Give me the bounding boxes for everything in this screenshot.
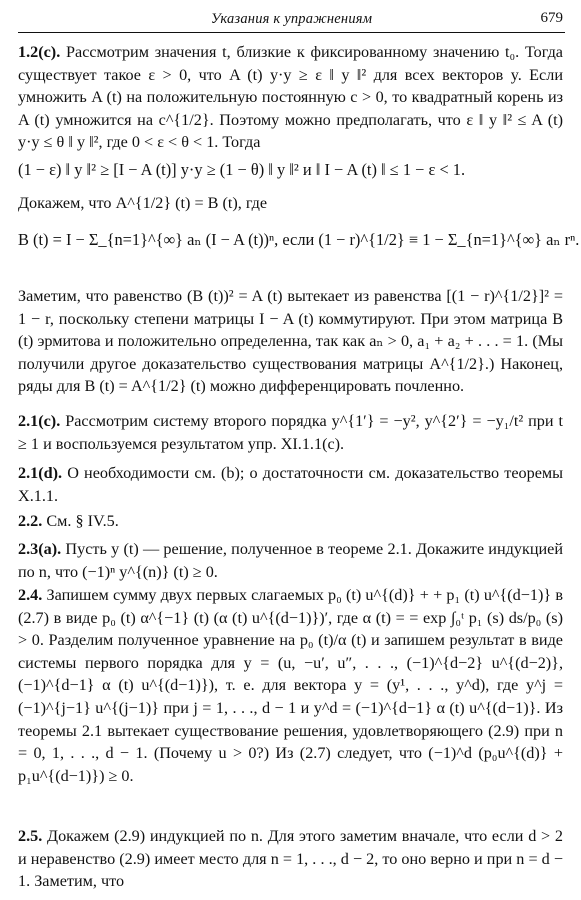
exercise-2-4 <box>18 584 563 787</box>
inequality-display <box>18 158 563 182</box>
exercise-2-2 <box>18 510 563 533</box>
running-header <box>18 6 565 33</box>
exercise-2-5 <box>18 825 563 893</box>
exercise-label: 2.2. <box>18 512 43 530</box>
exercise-label: 2.4. <box>18 586 43 604</box>
paragraph-text: Заметим, что равенство (B (t))² = A (t) вытекает из равенства [(1 − r)^{1/2}]² = 1 − r, поскольку степени матрицы I − A (t) коммутируют. При этом матрица B (t) эрмитова и положительно определенна, так как aₙ > 0, a₁ + a₂ + . . . = 1. (Мы получили другое доказательство существования матрицы A^{1/2}.) Наконец, ряды для B (t) = A^{1/2} (t) можно дифференцировать почленно. <box>18 287 563 396</box>
exercise-label: 2.1(d). <box>18 464 63 482</box>
series-display <box>18 228 580 252</box>
formula-text: (1 − ε) ‖ y ‖² ≥ [I − A (t)] y·y ≥ (1 − θ) ‖ y ‖² и ‖ I − A (t) ‖ ≤ 1 − ε < 1. <box>18 160 466 179</box>
exercise-label: 1.2(с). <box>18 43 61 61</box>
exercise-2-1d <box>18 462 563 507</box>
proof-intro <box>18 192 563 215</box>
exercise-label: 2.5. <box>18 827 43 845</box>
paragraph-text: Докажем, что A^{1/2} (t) = B (t), где <box>18 194 268 212</box>
paragraph-text: См. § IV.5. <box>46 512 119 530</box>
formula-text: B (t) = I − Σ_{n=1}^{∞} aₙ (I − A (t))ⁿ, если (1 − r)^{1/2} ≡ 1 − Σ_{n=1}^{∞} aₙ rⁿ. <box>18 230 580 249</box>
paragraph-text: Рассмотрим значения t, близкие к фиксированному значению t₀. Тогда существует такое ε > 0, что A (t) y·y ≥ ε ‖ y ‖² для всех векторов y. Если умножить A (t) на положительную постоянную c > 0, то квадратный корень из A (t) умножится на c^{1/2}. Поэтому можно предполагать, что ε ‖ y ‖² ≤ A (t) y·y ≤ θ ‖ y ‖², где 0 < ε < θ < 1. Тогда <box>18 43 563 152</box>
running-title: Указания к упражнениям <box>210 11 373 27</box>
page-number: 679 <box>540 10 563 26</box>
exercise-1-2c <box>18 41 563 154</box>
paragraph-text: Докажем (2.9) индукцией по n. Для этого заметим вначале, что если d > 2 и неравенство (2.9) имеет место для n = 1, . . ., d − 2, то оно верно и при n = d − 1. Заметим, что <box>18 827 563 891</box>
exercise-label: 2.3(a). <box>18 540 62 558</box>
exercise-label: 2.1(с). <box>18 412 61 430</box>
exercise-2-1c <box>18 410 563 455</box>
paragraph-text: О необходимости см. (b); о достаточности см. доказательство теоремы X.1.1. <box>18 464 563 505</box>
paragraph-text: Запишем сумму двух первых слагаемых p₀ (t) u^{(d)} + + p₁ (t) u^{(d−1)} в (2.7) в виде p₀ (t) α^{−1} (t) (α (t) u^{(d−1)})′, где α (t) = = exp ∫₀ᵗ p₁ (s) ds/p₀ (s) > 0. Разделим полученное уравнение на p₀ (t)/α (t) и запишем результат в виде системы первого порядка для y = (u, −u′, u″, . . ., (−1)^{d−2} u^{(d−2)}, (−1)^{d−1} α (t) u^{(d−1)}), т. е. для вектора y = (y¹, . . ., y^d), где y^j = (−1)^{j−1} u^{(j−1)} при j = 1, . . ., d − 1 и y^d = (−1)^{d−1} α (t) u^{(d−1)}. Из теоремы 2.1 вытекает существование решения, удовлетворяющего (2.9) при n = 0, 1, . . ., d − 1. (Почему u > 0?) Из (2.7) следует, что (−1)^d (p₀u^{(d)} + p₁u^{(d−1)}) ≥ 0. <box>18 586 564 785</box>
exercise-2-3a <box>18 538 563 583</box>
paragraph-text: Рассмотрим систему второго порядка y^{1′} = −y², y^{2′} = −y₁/t² при t ≥ 1 и воспользуемся результатом упр. XI.1.1(c). <box>18 412 563 453</box>
paragraph-text: Пусть y (t) — решение, полученное в теореме 2.1. Докажите индукцией по n, что (−1)ⁿ y^{(n)} (t) ≥ 0. <box>18 540 564 581</box>
remark-paragraph <box>18 285 563 398</box>
